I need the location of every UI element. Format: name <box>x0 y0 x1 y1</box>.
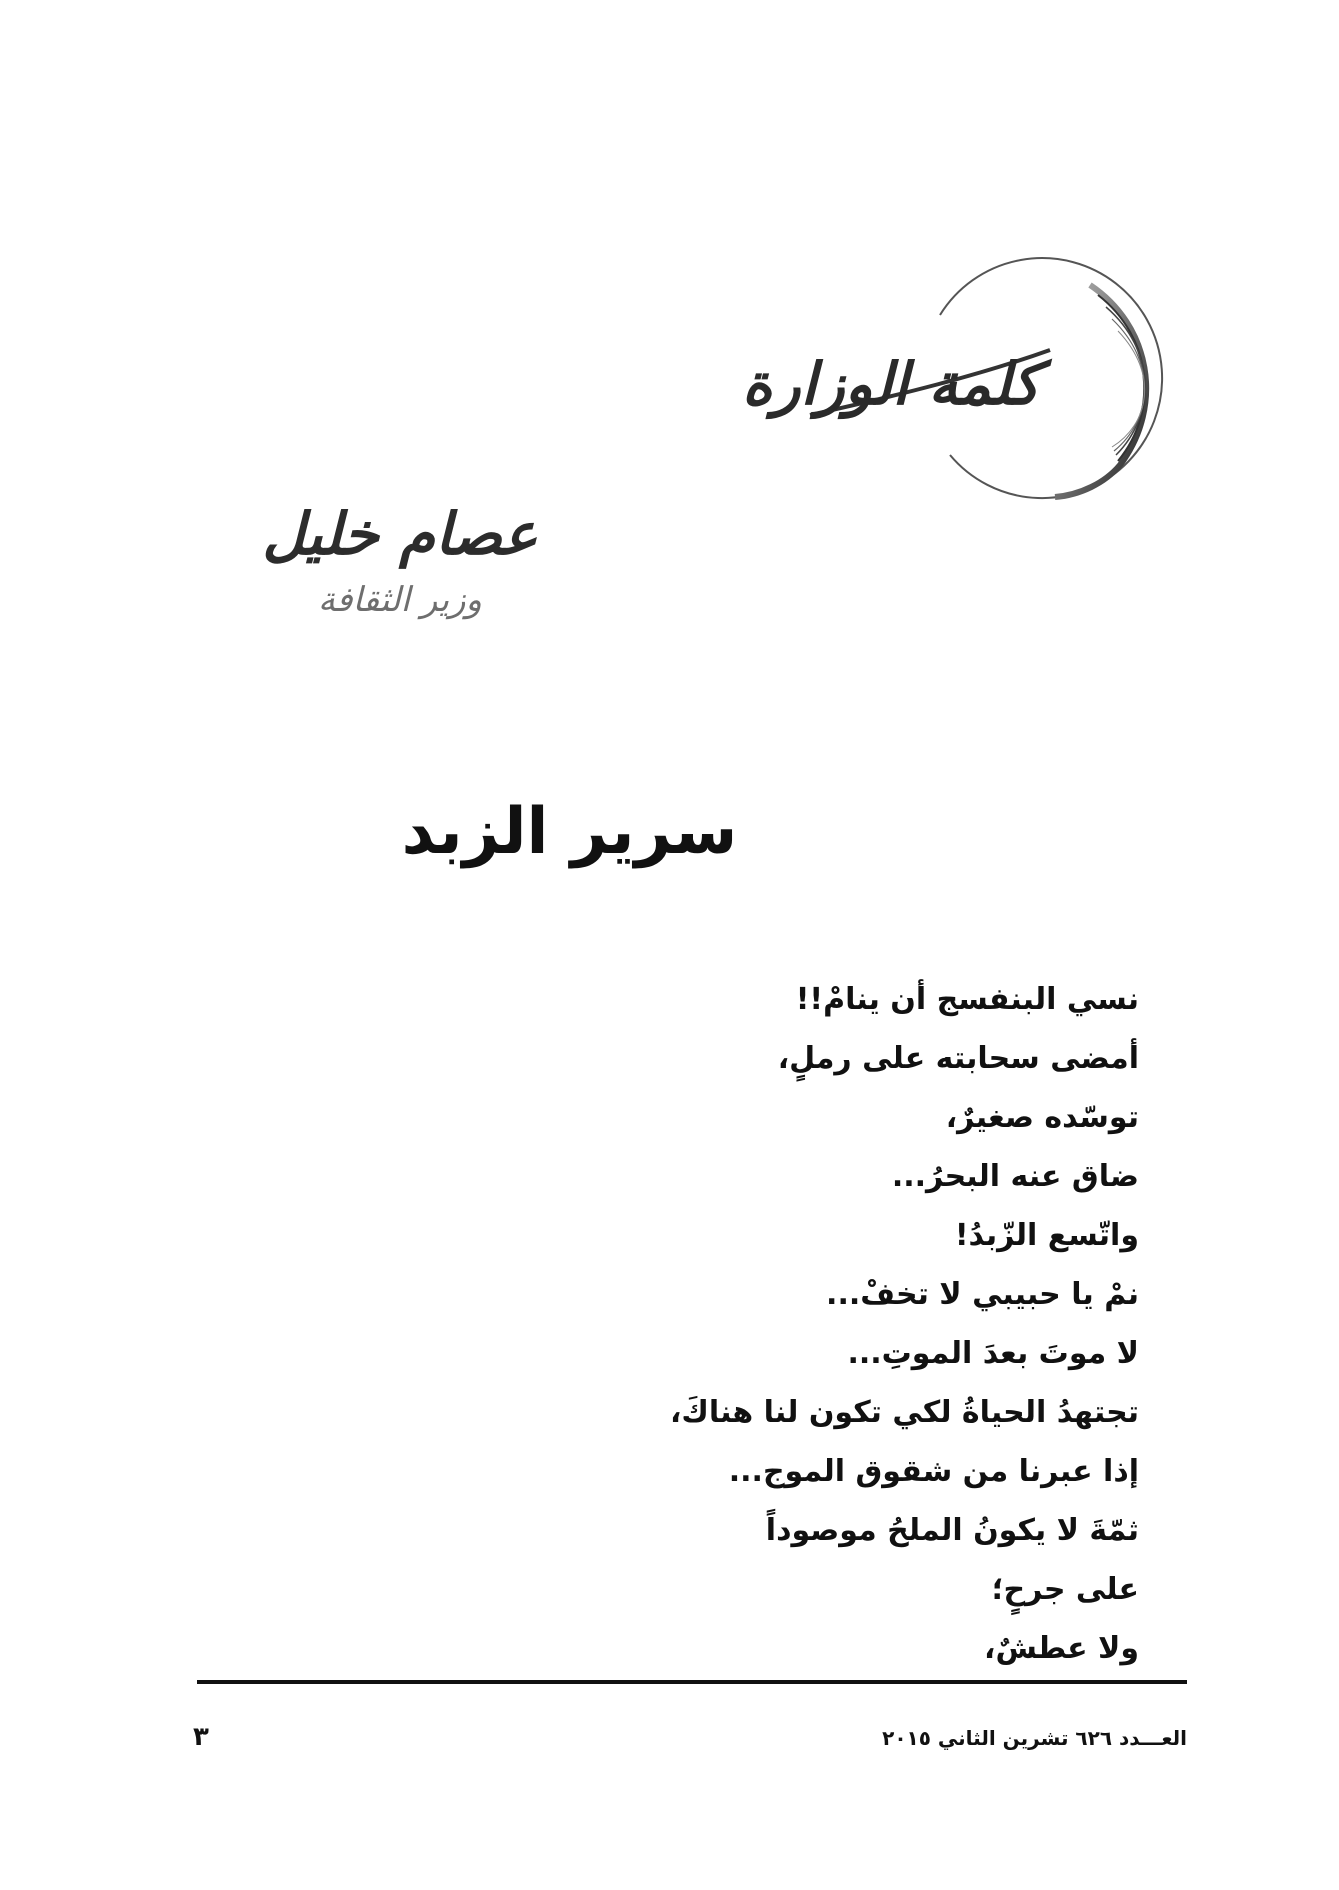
poem-line: لا موتَ بعدَ الموتِ... <box>847 1336 1139 1371</box>
poem-line: توسّده صغيرٌ، <box>945 1100 1139 1135</box>
poem-line: ولا عطشٌ، <box>984 1631 1139 1666</box>
author-role: وزير الثقافة <box>318 579 482 620</box>
issue-info: العـــدد ٦٢٦ تشرين الثاني ٢٠١٥ <box>882 1726 1187 1750</box>
author-signature <box>200 500 600 620</box>
poem-body <box>339 970 1139 1678</box>
poem-line: نمْ يا حبيبي لا تخفْ... <box>826 1277 1139 1312</box>
page-number: ٣ <box>193 1722 209 1752</box>
poem-line: نسي البنفسج أن ينامْ!! <box>795 982 1139 1017</box>
poem-title: سرير الزبد <box>401 795 738 869</box>
section-title: كلمة الوزارة <box>742 350 1040 418</box>
poem-line: ثمّةَ لا يكونُ الملحُ موصوداً <box>765 1513 1139 1548</box>
section-logo <box>720 255 1180 505</box>
author-name: عصام خليل <box>262 500 538 568</box>
poem-line: على جرحٍ؛ <box>991 1572 1139 1607</box>
footer-divider <box>197 1680 1187 1684</box>
poem-line: إذا عبرنا من شقوق الموج... <box>728 1454 1139 1489</box>
poem-line: واتّسع الزّبدُ! <box>954 1218 1139 1253</box>
poem-line: ضاق عنه البحرُ... <box>891 1159 1139 1194</box>
poem-line: تجتهدُ الحياةُ لكي تكون لنا هناكَ، <box>669 1395 1139 1430</box>
poem-line: أمضى سحابته على رملٍ، <box>777 1041 1139 1076</box>
